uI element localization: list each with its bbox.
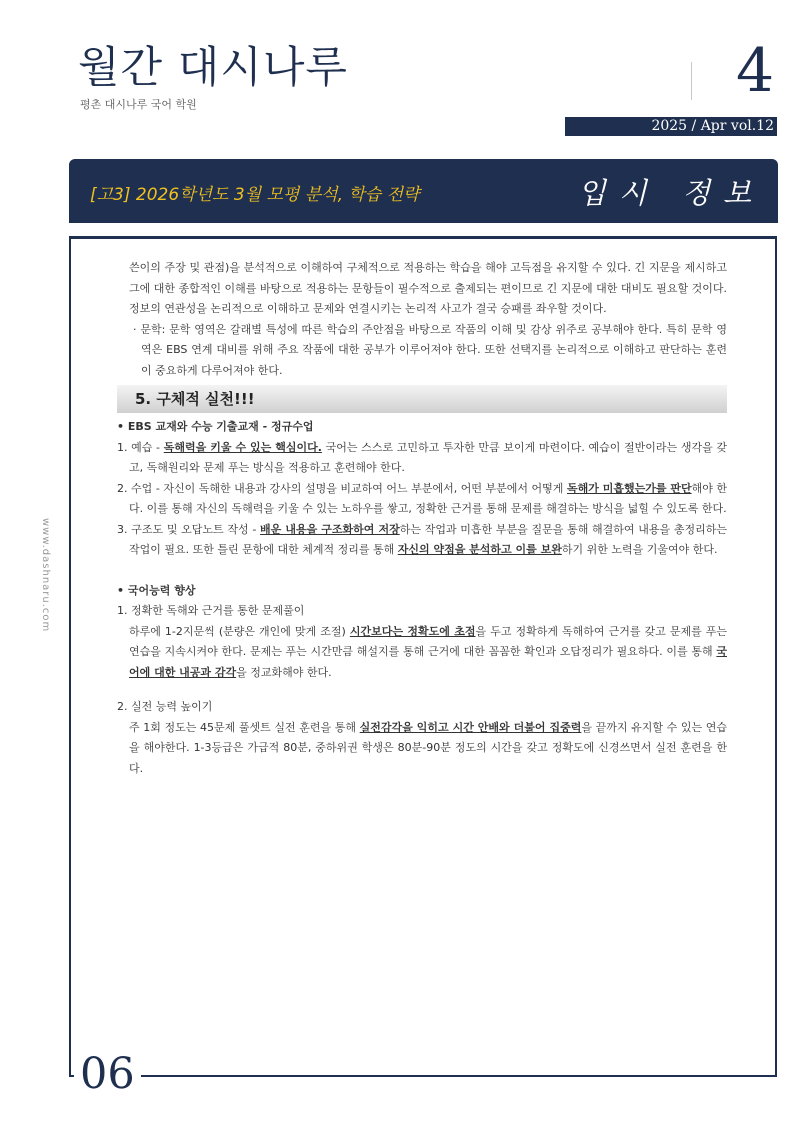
emphasis: 독해력을 키울 수 있는 핵심이다. bbox=[163, 440, 322, 454]
text: 주 1회 정도는 45문제 풀셋트 실전 훈련을 통해 bbox=[129, 720, 360, 734]
bullet-heading: • 국어능력 향상 bbox=[117, 583, 196, 597]
bullet-heading: • EBS 교재와 수능 기출교재 - 정규수업 bbox=[117, 420, 314, 433]
text: 1. 예습 - bbox=[117, 440, 164, 454]
list-item bbox=[117, 438, 727, 479]
text: 을 정교화해야 한다. bbox=[236, 665, 332, 679]
page-number: 06 bbox=[74, 1050, 141, 1098]
text: 3. 구조도 및 오답노트 작성 - bbox=[117, 522, 261, 536]
paragraph bbox=[117, 718, 727, 780]
list-item bbox=[117, 479, 727, 520]
list-item bbox=[117, 520, 727, 561]
sub-heading: 2. 실전 능력 높이기 bbox=[117, 700, 213, 713]
text: 국어는 스스로 고민하고 투자한 만큼 보이게 마련이다. 예습이 절반이라는 생각을 갖고, 독해원리와 문제 푸는 방식을 적용하고 훈련해야 한다. bbox=[129, 440, 727, 474]
text: 하기 위한 노력을 기울여야 한다. bbox=[561, 543, 718, 556]
text: 하는 작업과 미흡한 부분을 질문을 통해 해결하여 내용을 총정리하는 작업이 필요. 또한 틀린 문항에 대한 체계적 정리를 통해 bbox=[129, 522, 728, 556]
magazine-title: 월간 대시나루 bbox=[78, 43, 348, 93]
article-title: [고3] 2026학년도 3월 모평 분석, 학습 전략 bbox=[90, 185, 420, 205]
category-label: 입시 정보 bbox=[577, 176, 764, 210]
paragraph: 쓴이의 주장 및 관점)을 분석적으로 이해하여 구체적으로 적용하는 학습을 해야 고득점을 유지할 수 있다. 긴 지문을 제시하고 그에 대한 종합적인 이해를 바탕으로 적용하는 문항들이 필수적으로 출제되는 편이므로 긴 지문에 대한 대비도 필요할 것이다. 정보의 연관성을 논리적으로 이해하고 문제와 연결시키는 논리적 사고가 결국 승패를 좌우할 것이다. bbox=[129, 261, 727, 315]
emphasis: 실전감각을 익히고 시간 안배와 더불어 집중력 bbox=[359, 720, 582, 734]
date-line: 2025 / Apr vol.12 bbox=[651, 118, 774, 134]
paragraph bbox=[117, 622, 727, 684]
issue-divider bbox=[691, 62, 692, 100]
emphasis: 독해가 미흡했는가를 판단 bbox=[566, 481, 692, 495]
emphasis: 국어에 대한 내공과 감각 bbox=[129, 645, 727, 679]
website-url: www.dashnaru.com bbox=[40, 518, 51, 633]
paragraph: · 문학: 문학 영역은 갈래별 특성에 따른 학습의 주안점을 바탕으로 작품의 이해 및 감상 위주로 공부해야 한다. 특히 문학 영역은 EBS 연계 대비를 위해 주요 작품에 대한 공부가 이루어져야 한다. 또한 선택지를 논리적으로 이해하고 판단하는 훈련이 중요하게 다루어져야 한다. bbox=[133, 322, 727, 377]
emphasis: 자신의 약점을 분석하고 이를 보완 bbox=[397, 543, 562, 556]
article-body bbox=[117, 258, 727, 779]
text: 을 두고 정확하게 독해하여 근거를 갖고 문제를 푸는 연습을 지속시켜야 한다. 문제는 푸는 시간만큼 해설지를 통해 근거에 대한 꼼꼼한 확인과 오답정리가 필요하다. 이를 통해 bbox=[129, 624, 728, 658]
spacer bbox=[117, 561, 727, 581]
sub-heading: 1. 정확한 독해와 근거를 통한 문제풀이 bbox=[117, 604, 305, 617]
text: 하루에 1-2지문씩 (분량은 개인에 맞게 조절) bbox=[129, 624, 350, 638]
text: 2. 수업 - 자신이 독해한 내용과 강사의 설명을 비교하여 어느 부분에서, 어떤 부분에서 어떻게 bbox=[117, 481, 567, 495]
text: 해야 한다. 이를 통해 자신의 독해력을 키울 수 있는 노하우를 쌓고, 정확한 근거를 통해 문제를 해결하는 방식을 넓힐 수 있도록 한다. bbox=[129, 481, 728, 515]
section-heading: 5. 구체적 실천!!! bbox=[117, 385, 727, 413]
emphasis: 배운 내용을 구조화하여 저장 bbox=[260, 522, 400, 536]
article-banner bbox=[69, 159, 778, 223]
emphasis: 시간보다는 정확도에 초점 bbox=[349, 624, 476, 638]
academy-name: 평촌 대시나루 국어 학원 bbox=[80, 98, 197, 111]
date-bar bbox=[565, 117, 777, 136]
issue-number: 4 bbox=[736, 36, 775, 106]
spacer bbox=[117, 683, 727, 697]
text: 을 끝까지 유지할 수 있는 연습을 해야한다. 1-3등급은 가급적 80분, 중하위권 학생은 80분-90분 정도의 시간을 갖고 정확도에 신경쓰면서 실전 훈련을 한다. bbox=[129, 720, 728, 775]
